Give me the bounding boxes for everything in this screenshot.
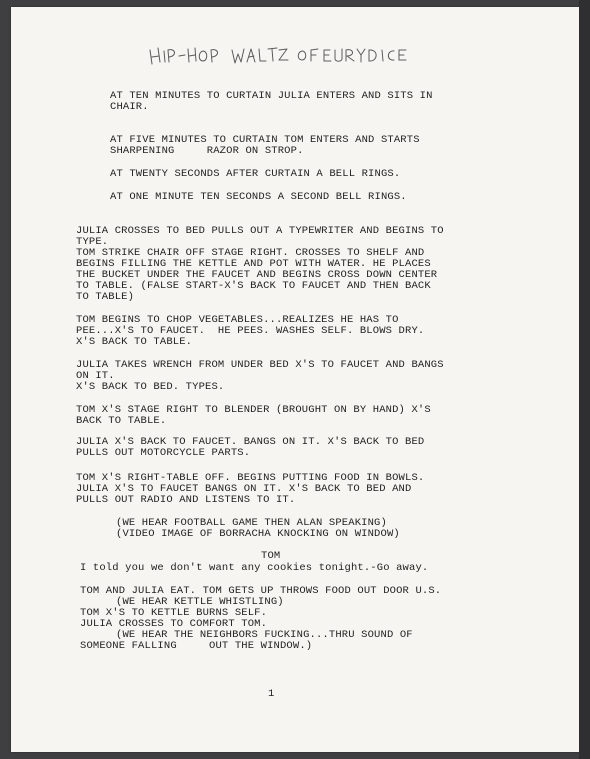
text-line: AT TEN MINUTES TO CURTAIN JULIA ENTERS AND SITS IN [110, 90, 433, 102]
text-line: TOM AND JULIA EAT. TOM GETS UP THROWS FOOD OUT DOOR U.S. [80, 585, 442, 597]
text-line: AT ONE MINUTE TEN SECONDS A SECOND BELL RINGS. [110, 191, 407, 203]
text-line: AT TWENTY SECONDS AFTER CURTAIN A BELL RINGS. [110, 168, 401, 180]
text-line: TO TABLE) [76, 291, 135, 303]
text-line: SOMEONE FALLING OUT THE WINDOW.) [80, 640, 313, 652]
text-line: TOM X'S RIGHT-TABLE OFF. BEGINS PUTTING FOOD IN BOWLS. [76, 472, 425, 484]
text-line: BEGINS FILLING THE KETTLE AND POT WITH WATER. HE PLACES [76, 258, 431, 270]
text-line: JULIA CROSSES TO BED PULLS OUT A TYPEWRITER AND BEGINS TO [76, 225, 444, 237]
text-line: BACK TO TABLE. [76, 415, 167, 427]
text-line: (WE HEAR THE NEIGHBORS FUCKING...THRU SOUND OF [116, 629, 413, 641]
text-line: TOM X'S STAGE RIGHT TO BLENDER (BROUGHT ON BY HAND) X'S [76, 404, 431, 416]
text-line: PULLS OUT MOTORCYCLE PARTS. [76, 447, 251, 459]
dialogue-line: I told you we don't want any cookies tonight.-Go away. [80, 562, 429, 574]
text-line: (WE HEAR FOOTBALL GAME THEN ALAN SPEAKING) [116, 517, 387, 529]
scanner-edge [579, 0, 590, 759]
text-line: JULIA X'S BACK TO FAUCET. BANGS ON IT. X'S BACK TO BED [76, 436, 425, 448]
text-line: (WE HEAR KETTLE WHISTLING) [116, 596, 284, 608]
text-line: X'S BACK TO BED. TYPES. [76, 381, 225, 393]
text-line: JULIA TAKES WRENCH FROM UNDER BED X'S TO FAUCET AND BANGS [76, 359, 444, 371]
text-line: PEE...X'S TO FAUCET. HE PEES. WASHES SELF. BLOWS DRY. [76, 325, 425, 337]
text-line: TOM STRIKE CHAIR OFF STAGE RIGHT. CROSSES TO SHELF AND [76, 247, 425, 259]
text-line: ON IT. [76, 370, 115, 382]
text-line: TOM X'S TO KETTLE BURNS SELF. [80, 607, 268, 619]
text-line: THE BUCKET UNDER THE FAUCET AND BEGINS CROSS DOWN CENTER [76, 269, 438, 281]
text-line: X'S BACK TO TABLE. [76, 336, 193, 348]
text-line: AT FIVE MINUTES TO CURTAIN TOM ENTERS AND STARTS [110, 134, 420, 146]
handwritten-title-scrawl [148, 42, 408, 70]
handwritten-title [148, 42, 408, 70]
text-line: TOM BEGINS TO CHOP VEGETABLES...REALIZES HE HAS TO [76, 314, 399, 326]
text-line: JULIA CROSSES TO COMFORT TOM. [80, 618, 268, 630]
text-line: CHAIR. [110, 101, 149, 113]
text-line: PULLS OUT RADIO AND LISTENS TO IT. [76, 494, 296, 506]
text-line: TO TABLE. (FALSE START-X'S BACK TO FAUCET AND THEN BACK [76, 280, 431, 292]
page-number: 1 [268, 688, 275, 700]
text-line: SHARPENING RAZOR ON STROP. [110, 145, 304, 157]
text-line: JULIA X'S TO FAUCET BANGS ON IT. X'S BACK TO BED AND [76, 483, 412, 495]
character-name: TOM [261, 550, 281, 562]
text-line: TYPE. [76, 236, 109, 248]
text-line: (VIDEO IMAGE OF BORRACHA KNOCKING ON WINDOW) [116, 528, 400, 540]
